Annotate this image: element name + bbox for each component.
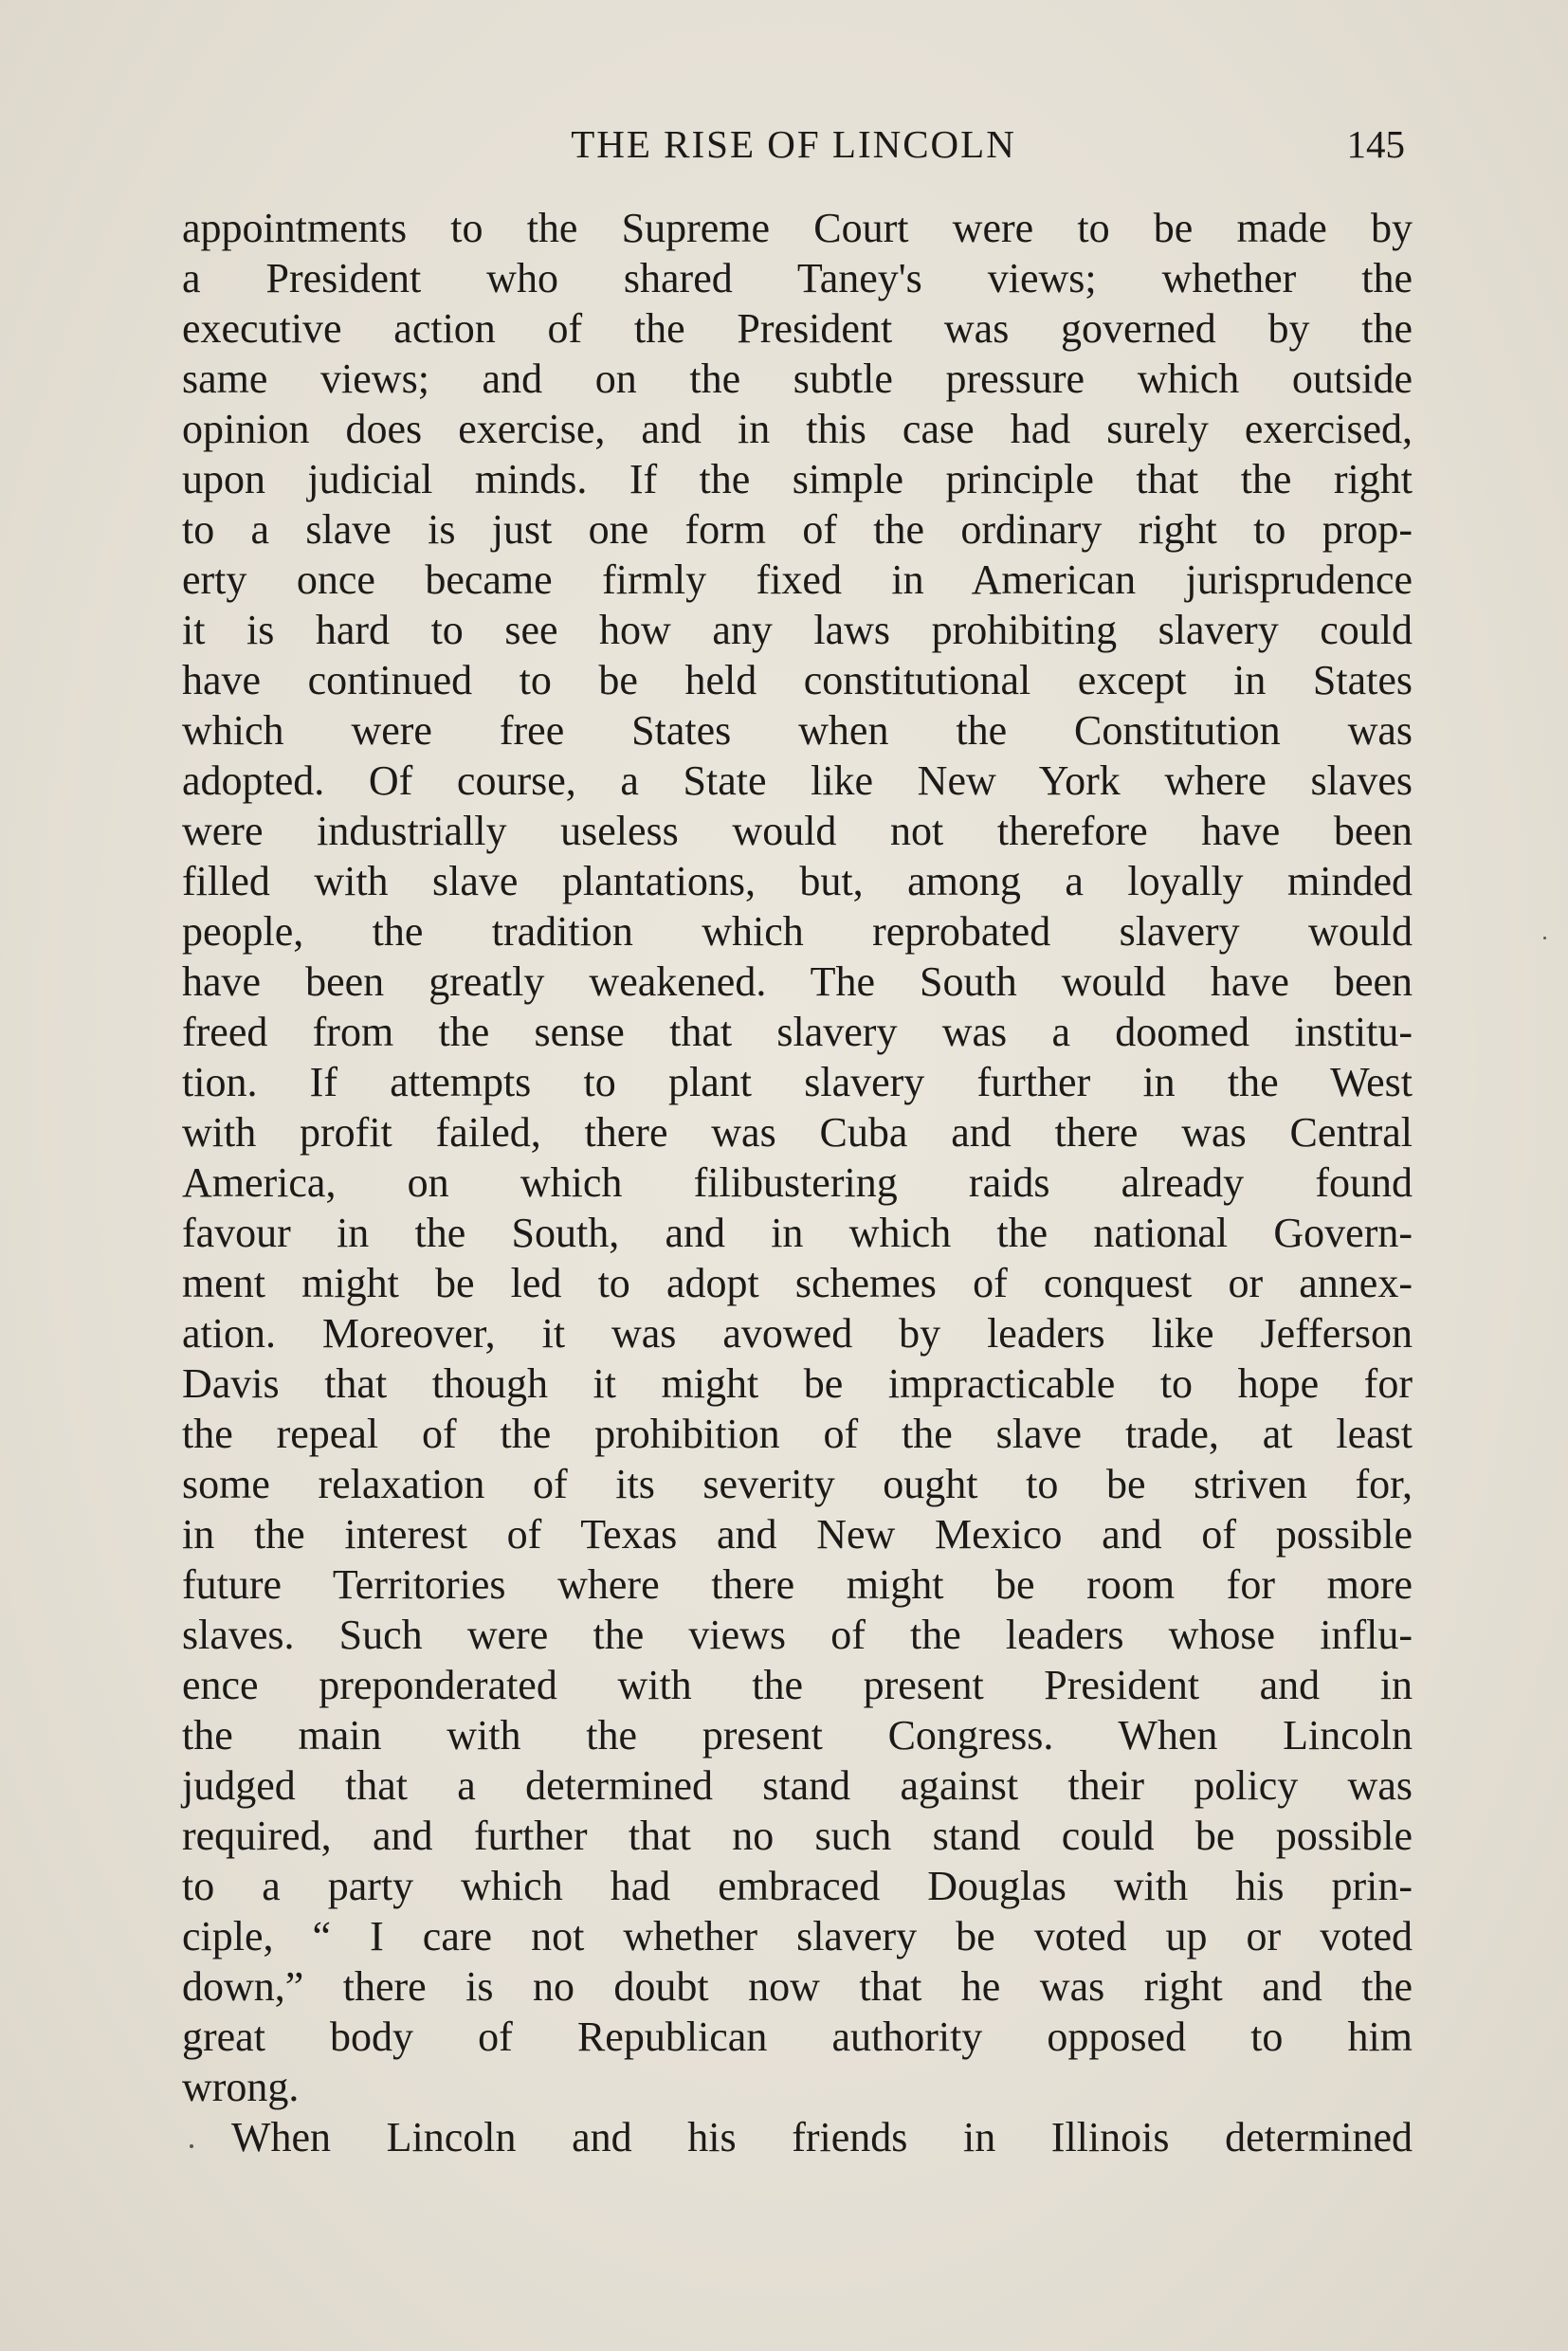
running-title: THE RISE OF LINCOLN: [571, 122, 1016, 166]
text-line: great body of Republican authority opposed to him: [182, 2014, 1413, 2060]
paper-speck: [190, 2144, 193, 2148]
text-line: have been greatly weakened. The South would have been: [182, 958, 1413, 1005]
text-line: erty once became firmly fixed in American jurisprudence: [182, 556, 1413, 603]
text-line: some relaxation of its severity ought to be striven for,: [182, 1461, 1413, 1507]
text-line: a President who shared Taney's views; whether the: [182, 255, 1413, 301]
text-line: future Territories where there might be room for more: [182, 1561, 1413, 1608]
text-line: same views; and on the subtle pressure which outside: [182, 355, 1413, 402]
text-line: in the interest of Texas and New Mexico and of possible: [182, 1511, 1413, 1558]
text-line: to a slave is just one form of the ordinary right to prop-: [182, 506, 1413, 553]
text-line: ence preponderated with the present President and in: [182, 1662, 1413, 1708]
text-line: filled with slave plantations, but, among a loyally minded: [182, 858, 1413, 904]
text-line: freed from the sense that slavery was a doomed institu-: [182, 1009, 1413, 1055]
body-text: [182, 203, 1413, 2162]
page-header: [182, 116, 1405, 173]
text-line: judged that a determined stand against their policy was: [182, 1762, 1413, 1809]
text-line: ciple, “ I care not whether slavery be voted up or voted: [182, 1913, 1413, 1959]
text-line: required, and further that no such stand could be possible: [182, 1813, 1413, 1859]
text-line: favour in the South, and in which the national Govern-: [182, 1210, 1413, 1256]
text-line: which were free States when the Constitution was: [182, 707, 1413, 754]
text-line: adopted. Of course, a State like New York where slaves: [182, 757, 1413, 804]
text-line: the repeal of the prohibition of the slave trade, at least: [182, 1411, 1413, 1457]
text-line: executive action of the President was governed by the: [182, 305, 1413, 352]
text-line: slaves. Such were the views of the leaders whose influ-: [182, 1612, 1413, 1658]
text-line: America, on which filibustering raids already found: [182, 1159, 1413, 1206]
paragraph-start-line: When Lincoln and his friends in Illinois determined: [231, 2114, 1413, 2160]
text-line: the main with the present Congress. When Lincoln: [182, 1712, 1413, 1759]
text-line: appointments to the Supreme Court were to be made by: [182, 205, 1413, 251]
text-line: have continued to be held constitutional except in States: [182, 657, 1413, 703]
text-line: down,” there is no doubt now that he was right and the: [182, 1963, 1413, 2010]
text-line: it is hard to see how any laws prohibiting slavery could: [182, 607, 1413, 653]
text-line: people, the tradition which reprobated slavery would: [182, 908, 1413, 955]
text-line: with profit failed, there was Cuba and there was Central: [182, 1109, 1413, 1156]
text-line: upon judicial minds. If the simple principle that the right: [182, 456, 1413, 502]
page-number: 145: [1346, 122, 1405, 166]
text-line: to a party which had embraced Douglas with his prin-: [182, 1863, 1413, 1909]
text-line: tion. If attempts to plant slavery further in the West: [182, 1059, 1413, 1105]
text-line: ation. Moreover, it was avowed by leaders like Jefferson: [182, 1310, 1413, 1357]
paper-speck: [1543, 937, 1546, 939]
text-line: opinion does exercise, and in this case had surely exercised,: [182, 406, 1413, 452]
paragraph-end-line: wrong.: [182, 2064, 300, 2110]
text-line: Davis that though it might be impracticable to hope for: [182, 1360, 1413, 1407]
text-line: ment might be led to adopt schemes of conquest or annex-: [182, 1260, 1413, 1306]
text-line: were industrially useless would not therefore have been: [182, 808, 1413, 854]
